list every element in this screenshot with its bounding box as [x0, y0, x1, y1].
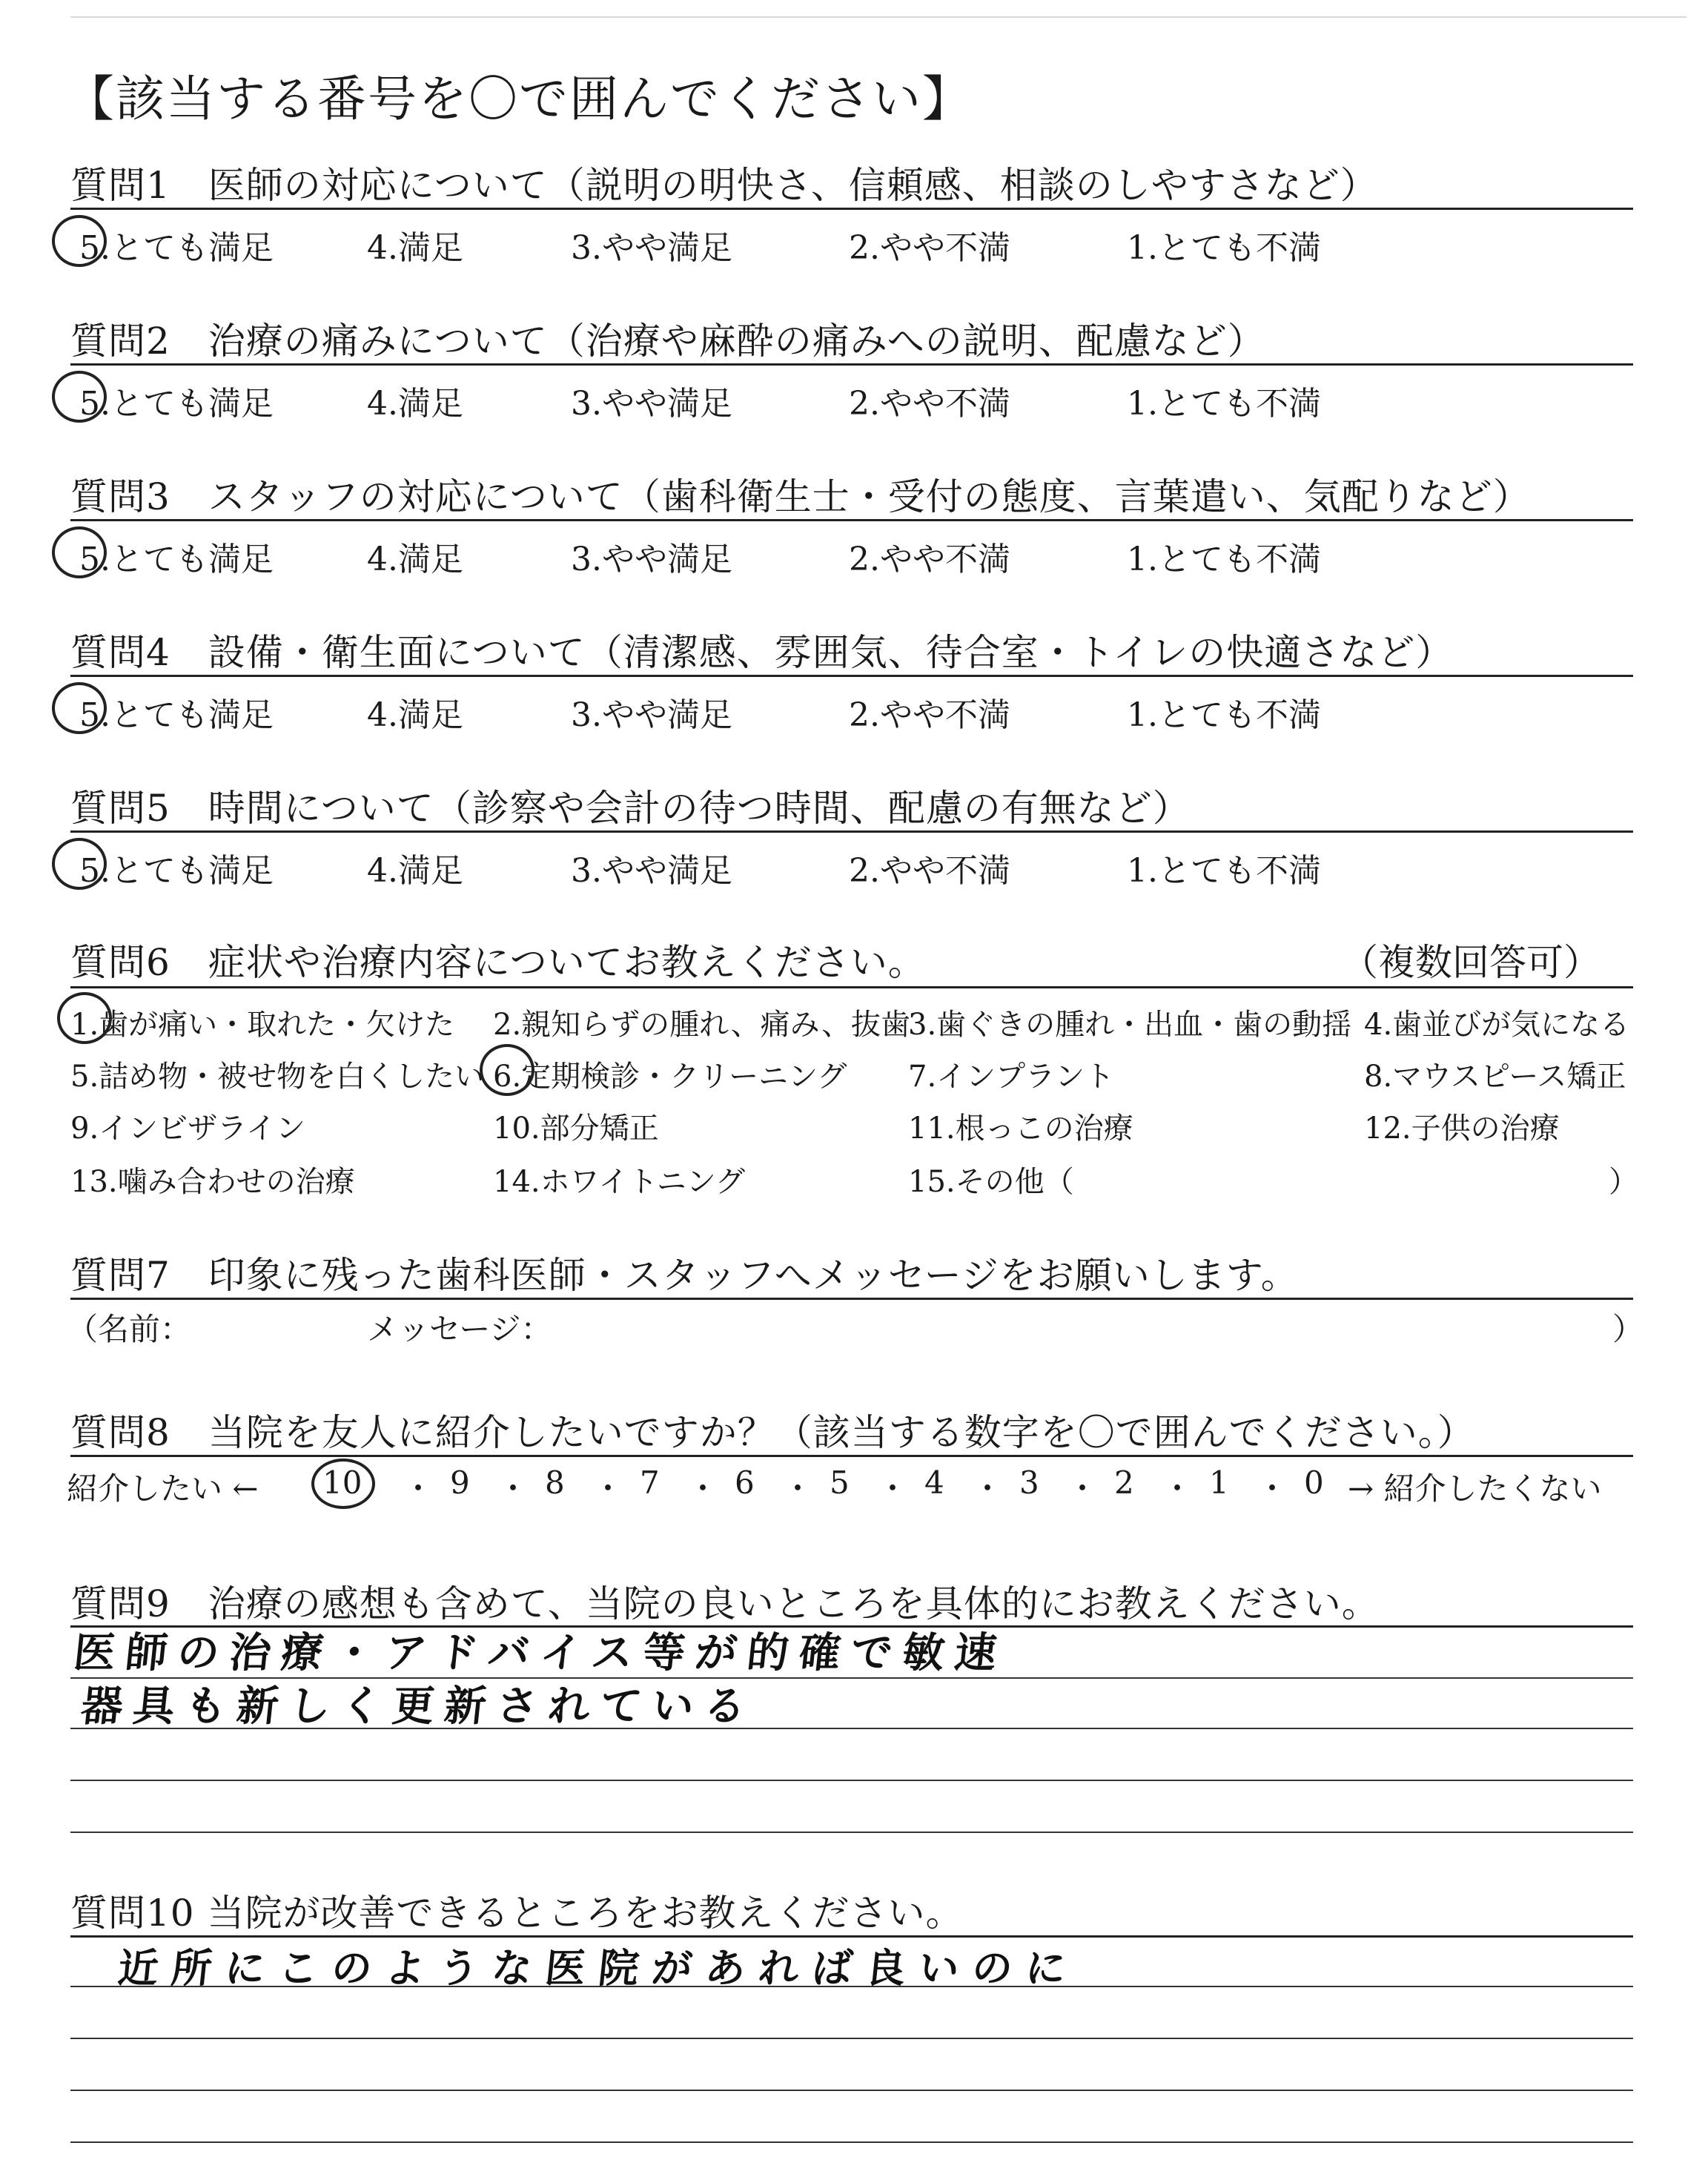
instruction-heading: 【該当する番号を〇で囲んでください】 [65, 70, 973, 128]
q3-title: 質問3 スタッフの対応について（歯科衛生士・受付の態度、言葉遣い、気配りなど） [70, 475, 1531, 518]
q3-rule [70, 519, 1633, 521]
q2-option-2[interactable]: 2.やや不満 [849, 385, 1010, 423]
q3-option-2[interactable]: 2.やや不満 [849, 541, 1010, 578]
q8-scale-separator: ・ [403, 1470, 434, 1507]
q4-option-5[interactable]: 5.とても満足 [79, 696, 274, 734]
q8-scale-separator: ・ [1257, 1470, 1288, 1507]
q7-rule [70, 1298, 1633, 1300]
q9-answer-line-4 [70, 1832, 1633, 1833]
q4-rule [70, 675, 1633, 677]
q4-option-1[interactable]: 1.とても不満 [1127, 696, 1321, 734]
q4-selection-circle [52, 682, 107, 734]
q1-option-2[interactable]: 2.やや不満 [849, 229, 1010, 267]
q1-option-3[interactable]: 3.やや満足 [571, 229, 732, 267]
q7-close-paren: ） [1612, 1311, 1644, 1347]
top-border [70, 16, 1687, 18]
q9-handwritten-line-1: 医師の治療・アドバイス等が的確で敏速 [71, 1629, 1010, 1677]
q8-scale-value-4[interactable]: 4 [924, 1464, 944, 1501]
q8-scale-value-3[interactable]: 3 [1019, 1464, 1039, 1501]
q10-answer-line-4 [70, 2141, 1633, 2143]
q3-options [70, 532, 1633, 577]
q8-scale-separator: ・ [782, 1470, 814, 1507]
q3-option-4[interactable]: 4.満足 [367, 541, 463, 578]
q5-option-1[interactable]: 1.とても不満 [1127, 852, 1321, 890]
q8-title: 質問8 当院を友人に紹介したいですか？（該当する数字を〇で囲んでください。） [70, 1411, 1475, 1454]
q6-option-8[interactable]: 8.マウスピース矯正 [1364, 1060, 1626, 1094]
q2-options [70, 377, 1633, 421]
q8-scale-value-6[interactable]: 6 [735, 1464, 755, 1501]
q8-scale-separator: ・ [687, 1470, 719, 1507]
q10-handwritten-line-1: 近所にこのような医院があれば良いのに [116, 1945, 1082, 1992]
q6-option-7[interactable]: 7.インプラント [908, 1060, 1115, 1094]
q8-scale-value-5[interactable]: 5 [830, 1464, 850, 1501]
q10-answer-line-2 [70, 2038, 1633, 2039]
q5-option-3[interactable]: 3.やや満足 [571, 852, 732, 890]
q2-option-1[interactable]: 1.とても不満 [1127, 385, 1321, 423]
q2-option-3[interactable]: 3.やや満足 [571, 385, 732, 423]
q6-option-10[interactable]: 10.部分矯正 [493, 1112, 659, 1146]
q3-option-3[interactable]: 3.やや満足 [571, 541, 732, 578]
q6-selection-circle-1 [57, 992, 112, 1044]
q6-option-2[interactable]: 2.親知らずの腫れ、痛み、抜歯 [493, 1008, 910, 1042]
q2-option-4[interactable]: 4.満足 [367, 385, 463, 423]
q5-selection-circle [52, 838, 107, 890]
q8-left-label: 紹介したい ← [67, 1470, 259, 1507]
q8-scale-value-0[interactable]: 0 [1304, 1464, 1324, 1501]
q6-option-14[interactable]: 14.ホワイトニング [493, 1165, 746, 1199]
q4-option-2[interactable]: 2.やや不満 [849, 696, 1010, 734]
q3-option-5[interactable]: 5.とても満足 [79, 541, 274, 578]
q8-scale-separator: ・ [972, 1470, 1004, 1507]
q1-rule [70, 208, 1633, 210]
q7-fields [67, 1305, 1644, 1350]
q9-answer-line-3 [70, 1780, 1633, 1781]
q1-selection-circle [52, 215, 107, 267]
q6-close-paren: ） [1609, 1165, 1638, 1199]
q8-scale [67, 1464, 1638, 1509]
q9-handwritten-line-2: 器具も新しく更新されている [79, 1682, 758, 1731]
q5-option-5[interactable]: 5.とても満足 [79, 852, 274, 890]
q1-option-4[interactable]: 4.満足 [367, 229, 463, 267]
q4-title: 質問4 設備・衛生面について（清潔感、雰囲気、待合室・トイレの快適さなど） [70, 631, 1454, 674]
q6-option-13[interactable]: 13.噛み合わせの治療 [70, 1165, 355, 1199]
q8-scale-separator: ・ [1067, 1470, 1099, 1507]
q6-rule [70, 986, 1633, 988]
q2-rule [70, 363, 1633, 366]
q6-option-3[interactable]: 3.歯ぐきの腫れ・出血・歯の動揺 [908, 1008, 1352, 1042]
q3-selection-circle [52, 526, 107, 578]
q7-title: 質問7 印象に残った歯科医師・スタッフへメッセージをお願いします。 [70, 1254, 1299, 1297]
q6-title: 質問6 症状や治療内容についてお教えください。 [70, 941, 926, 984]
q2-title: 質問2 治療の痛みについて（治療や麻酔の痛みへの説明、配慮など） [70, 320, 1265, 363]
q6-option-12[interactable]: 12.子供の治療 [1364, 1112, 1560, 1146]
q2-selection-circle [52, 371, 107, 423]
q9-title: 質問9 治療の感想も含めて、当院の良いところを具体的にお教えください。 [70, 1582, 1380, 1625]
q6-option-1[interactable]: 1.歯が痛い・取れた・欠けた [70, 1008, 455, 1042]
q6-note: （複数回答可） [1341, 941, 1601, 984]
q2-option-5[interactable]: 5.とても満足 [79, 385, 274, 423]
q5-option-4[interactable]: 4.満足 [367, 852, 463, 890]
q7-name-label: （名前： [67, 1311, 192, 1347]
q8-scale-value-10[interactable]: 10 [322, 1464, 363, 1501]
q8-rule [70, 1455, 1633, 1457]
q8-scale-value-8[interactable]: 8 [545, 1464, 565, 1501]
q1-title: 質問1 医師の対応について（説明の明快さ、信頼感、相談のしやすさなど） [70, 164, 1378, 207]
q1-option-5[interactable]: 5.とても満足 [79, 229, 274, 267]
q8-scale-separator: ・ [592, 1470, 624, 1507]
q5-title: 質問5 時間について（診察や会計の待つ時間、配慮の有無など） [70, 787, 1191, 830]
q8-scale-separator: ・ [877, 1470, 909, 1507]
q5-options [70, 844, 1633, 888]
q6-option-5[interactable]: 5.詰め物・被せ物を白くしたい [70, 1060, 485, 1094]
q8-scale-value-1[interactable]: 1 [1209, 1464, 1229, 1501]
q8-scale-separator: ・ [497, 1470, 529, 1507]
q6-option-11[interactable]: 11.根っこの治療 [908, 1112, 1133, 1146]
q6-option-9[interactable]: 9.インビザライン [70, 1112, 305, 1146]
q6-selection-circle-6 [480, 1044, 534, 1096]
q8-scale-value-2[interactable]: 2 [1114, 1464, 1134, 1501]
q4-option-4[interactable]: 4.満足 [367, 696, 463, 734]
q1-options [70, 221, 1633, 265]
q6-option-6[interactable]: 6.定期検診・クリーニング [493, 1060, 847, 1094]
q4-option-3[interactable]: 3.やや満足 [571, 696, 732, 734]
q4-options [70, 688, 1633, 733]
q10-answer-line-3 [70, 2090, 1633, 2091]
q8-selection-circle [311, 1459, 375, 1509]
q3-option-1[interactable]: 1.とても不満 [1127, 541, 1321, 578]
q8-scale-value-9[interactable]: 9 [450, 1464, 470, 1501]
q6-option-15[interactable]: 15.その他（ [908, 1165, 1074, 1199]
q5-rule [70, 830, 1633, 833]
q8-scale-value-7[interactable]: 7 [640, 1464, 660, 1501]
q8-scale-separator: ・ [1162, 1470, 1194, 1507]
q8-right-label: → 紹介したくない [1348, 1470, 1602, 1507]
q1-option-1[interactable]: 1.とても不満 [1127, 229, 1321, 267]
q10-title: 質問10 当院が改善できるところをお教えください。 [70, 1892, 964, 1935]
q7-message-label: メッセージ： [367, 1311, 552, 1347]
q6-option-4[interactable]: 4.歯並びが気になる [1364, 1008, 1630, 1042]
q5-option-2[interactable]: 2.やや不満 [849, 852, 1010, 890]
